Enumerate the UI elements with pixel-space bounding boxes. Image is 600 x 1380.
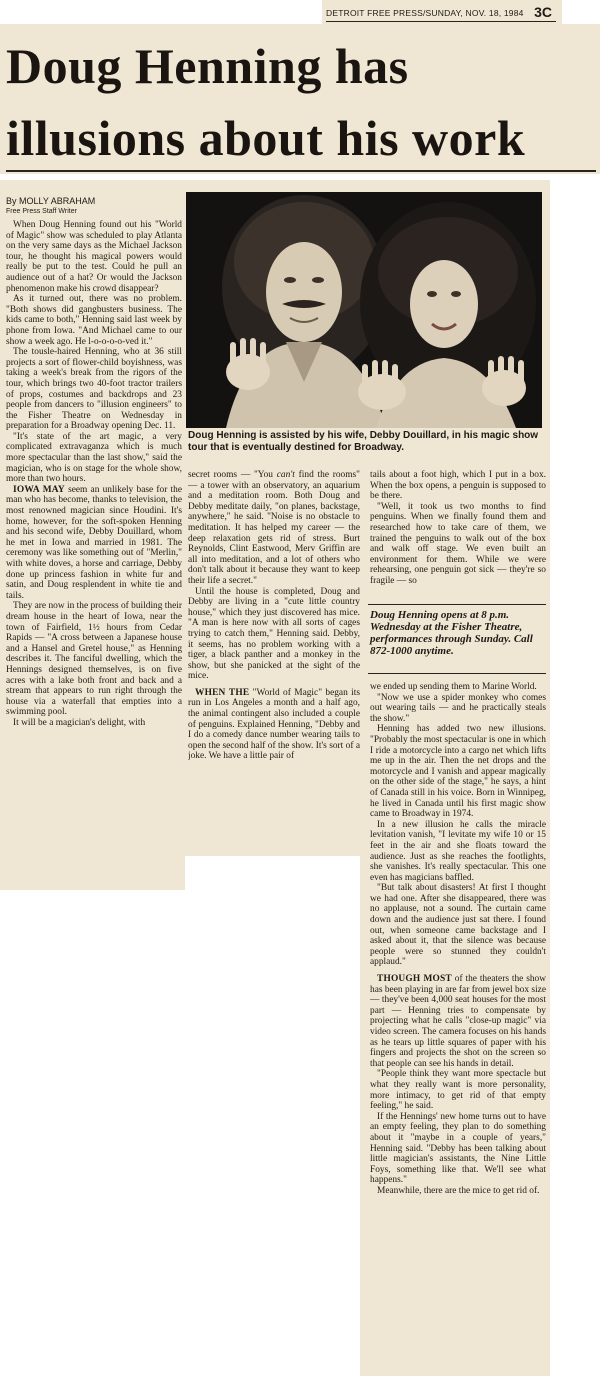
- paragraph-text: of the theaters the show has been playing in are far from jewel box size — they've been 4,000 seat houses for the most part — Henning tries to compensate by projecting what he calls "close-up magic" via video screen. The camera focuses on his hands as he tears up little squares of paper with his fingers and projects the shot on the screen so that people can see his hands in detail.: [370, 974, 546, 1069]
- paragraph: Until the house is completed, Doug and Debby are living in a "cute little country house," which they just discovered has mice. "A man is here now with all sorts of cages trying to catch them," Henning said. Debby, it seems, has no problem working with a tiger, a black panther and a monkey in the show, but she panicked at the sight of the mice.: [188, 586, 360, 682]
- paragraph: When Doug Henning found out his "World of Magic" show was scheduled to play Atlanta on the very same days as the Michael Jackson tour, he thought his magical powers would really be put to the test. Could he pull an audience out of a hat? Or would the Jackson phenomenon make his crowd disappear?: [6, 220, 182, 294]
- emphasis-text: can't: [276, 470, 295, 480]
- masthead-rule: [326, 21, 556, 22]
- masthead-dateline: DETROIT FREE PRESS/SUNDAY, NOV. 18, 1984: [326, 8, 524, 18]
- headline-line-2: illusions about his work: [6, 110, 526, 166]
- paragraph: "People think they want more spectacle but what they really want is more personality, more intimacy, to get rid of that empty feeling," he said.: [370, 1069, 546, 1112]
- photo-illustration: [186, 192, 542, 428]
- paragraph: If the Hennings' new home turns out to have an empty feeling, they plan to do something about it "maybe in a couple of years," Henning said. "Debby has been talking about little magician's assistants, the Nine Little Foys, something like that. We'll see what happens.": [370, 1111, 546, 1186]
- paragraph: Henning has added two new illusions. "Probably the most spectacular is one in which I ride a motorcycle into a cargo net which lifts me up in the air. Then the net drops and the motorcycle and I vanish and appear magically on the other side of the stage," he says, a hint of Canada still in his voice. Born in Winnipeg, he lived in Canada until his first magic show came to Broadway in 1974.: [370, 724, 546, 820]
- paragraph: "Now we use a spider monkey who comes out wearing tails — and he practically steals the show.": [370, 692, 546, 724]
- paragraph-lead-in: IOWA MAY: [13, 484, 65, 495]
- article-column-3-lower: [370, 682, 546, 1376]
- paragraph: [6, 485, 182, 602]
- showtime-info: Doug Henning opens at 8 p.m. Wednesday at the Fisher Theatre, performances through Sunday. Call 872-1000 anytime.: [370, 609, 533, 657]
- paragraph: In a new illusion he calls the miracle levitation vanish, "I levitate my wife 10 or 15 feet in the air and she floats toward the audience. Just as she reaches the footlights, she vanishes. It's really spectacular. This one even has magicians baffled.: [370, 819, 546, 883]
- byline: [6, 196, 182, 216]
- paragraph: [188, 470, 360, 587]
- paragraph-lead-in: WHEN THE: [195, 687, 250, 698]
- paragraph: "Well, it took us two months to find penguins. When we finally found them and researched how to take care of them, we trained the penguins to walk out of the box and walk off stage. We even built an environment for them. While we were rehearsing, one penguin got sick — they're so fragile — so: [370, 501, 546, 586]
- page-number: 3C: [534, 4, 552, 20]
- headline-rule: [6, 170, 596, 172]
- paragraph-lead-in: THOUGH MOST: [377, 974, 452, 985]
- paragraph-text: find the rooms" — a tower with an observatory, an aquarium and a meditation room. Both Doug and Debby meditate daily, "on planes, backstage, anywhere," he said. "Noise is no obstacle to meditation. It has helped my career — the deep relaxation gets rid of stress. Burt Reynolds, Clint Eastwood, Merv Griffin are all into meditation, and a lot of others who don't talk about it because they want to keep their life a secret.": [188, 470, 360, 586]
- paragraph-text: "World of Magic" began its run in Los Angeles a month and a half ago, the animal contingent also included a couple of penguins. Explained Henning, "Debby and I do a comedy dance number wearing tails to open the second half of the show. It's sort of a joke. We have a little pair of: [188, 687, 360, 762]
- paragraph-text: secret rooms — "You: [188, 470, 277, 480]
- photo-caption: Doug Henning is assisted by his wife, Debby Douillard, in his magic show tour that is eventually destined for Broadway.: [188, 430, 539, 453]
- paragraph: we ended up sending them to Marine World.: [370, 682, 537, 692]
- paragraph: The tousle-haired Henning, who at 36 still projects a sort of flower-child boyishness, was taking a week's break from the rigors of the tour, which brings two 40-foot tractor trailers of props, costumes and backdrops and 23 people from dancers to "illusion engineers" to the Fisher Theatre on Wednesday in preparation for a Broadway opening Dec. 11.: [6, 347, 182, 432]
- byline-author: By MOLLY ABRAHAM: [6, 196, 96, 206]
- article-column-1: [6, 220, 182, 886]
- paragraph: "It's state of the art magic, a very complicated extravaganza which is much more spectacular than the last show," said the magician, who is on stage for the whole show, more than two hours.: [6, 431, 182, 485]
- byline-role: Free Press Staff Writer: [6, 208, 77, 215]
- paragraph: As it turned out, there was no problem. "Both shows did gangbusters business. The kids came to both," Henning said last week by phone from Iowa. "And Michael came to our show a week ago. He l-o-o-o-o-ved it.": [6, 294, 182, 347]
- paragraph-text: seem an unlikely base for the man who has become, thanks to television, the most renowned magician since Houdini. It's home, however, for the soft-spoken Henning and his second wife, Debby Douillard, whom he met in Iowa and married in 1981. The ceremony was like something out of "Merlin," with white doves, a horse and carriage, Debby done up princess fashion in white fur and satin, and Doug resplendent in white tie and tails.: [6, 484, 182, 601]
- paragraph: "But talk about disasters! At first I thought we had one. After she disappeared, there was no applause, not a sound. The curtain came down and the audience just sat there. I found out, when someone came backstage and I asked about it, that the silence was because people were so stunned they couldn't applaud.": [370, 883, 546, 968]
- paragraph: Meanwhile, there are the mice to get rid of.: [377, 1185, 540, 1196]
- showtime-infobox: [368, 604, 546, 674]
- masthead: [326, 6, 556, 20]
- paragraph: tails about a foot high, which I put in a box. When the box opens, a penguin is supposed to be there.: [370, 470, 546, 502]
- paragraph: [188, 688, 360, 762]
- paragraph: They are now in the process of building their dream house in the heart of Iowa, near the town of Fairfield, 1½ hours from Cedar Rapids — "A cross between a Japanese house and a Hansel and Gretel house," as Henning describes it. The fanciful dwelling, which the Hennings designed themselves, is on five acres with a lake both front and back and a stream that appears to run right through the house via a waterfall that empties into a swimming pool.: [6, 601, 182, 718]
- headline-line-1: Doug Henning has: [6, 38, 409, 94]
- paragraph: It will be a magician's delight, with: [13, 717, 146, 728]
- paragraph: [370, 974, 546, 1069]
- article-column-3-upper: [370, 470, 546, 602]
- henning-couple-photo: [186, 192, 542, 428]
- article-column-2: [188, 470, 360, 856]
